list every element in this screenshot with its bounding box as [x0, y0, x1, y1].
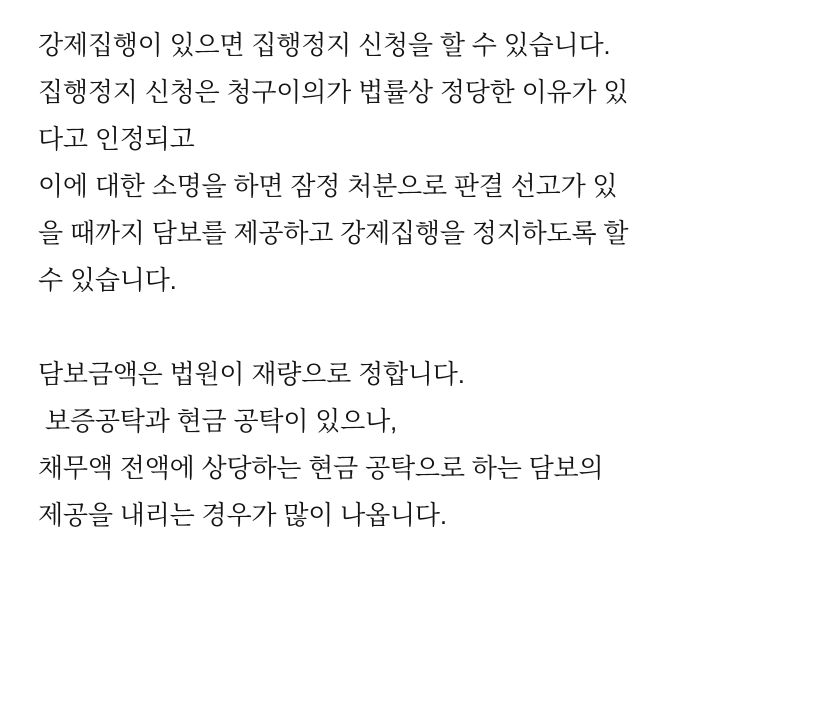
paragraph-1 — [38, 22, 780, 304]
text-line: 을 때까지 담보를 제공하고 강제집행을 정지하도록 할 — [38, 218, 629, 248]
text-line: 다고 인정되고 — [38, 124, 195, 154]
text-line: 보증공탁과 현금 공탁이 있으나, — [38, 406, 398, 436]
document-body — [38, 22, 780, 539]
text-line: 수 있습니다. — [38, 265, 177, 295]
text-line: 이에 대한 소명을 하면 잠정 처분으로 판결 선고가 있 — [38, 171, 618, 201]
text-line: 집행정지 신청은 청구이의가 법률상 정당한 이유가 있 — [38, 77, 629, 107]
text-line: 제공을 내리는 경우가 많이 나옵니다. — [38, 500, 447, 530]
text-line: 강제집행이 있으면 집행정지 신청을 할 수 있습니다. — [38, 30, 611, 60]
text-line: 채무액 전액에 상당하는 현금 공탁으로 하는 담보의 — [38, 453, 604, 483]
paragraph-2 — [38, 351, 780, 539]
paragraph-spacer — [38, 304, 780, 351]
text-line: 담보금액은 법원이 재량으로 정합니다. — [38, 359, 465, 389]
